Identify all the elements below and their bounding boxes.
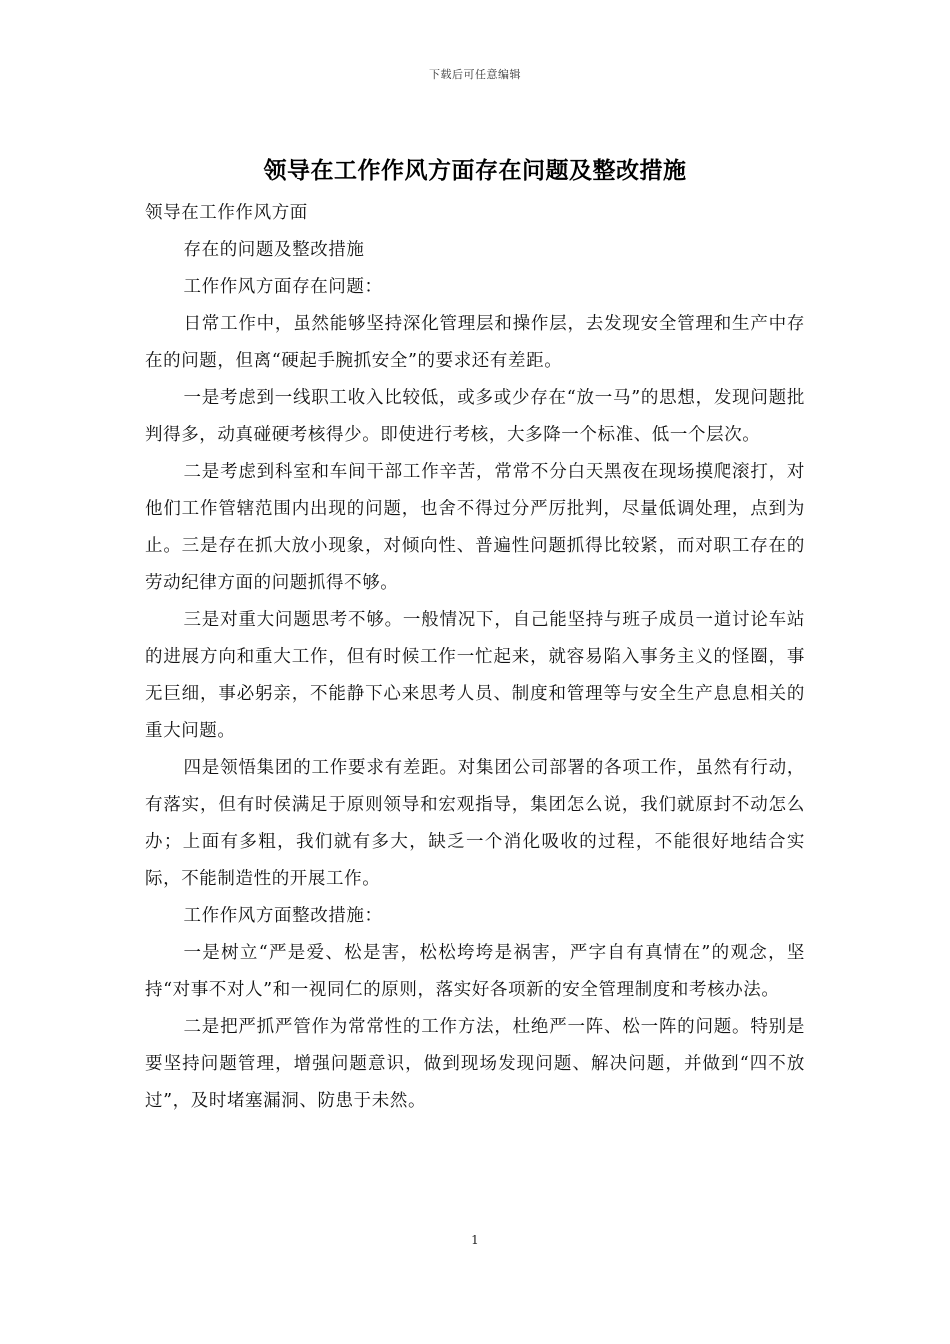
header-note: 下载后可任意编辑 [429, 68, 521, 81]
section-heading-measures: 工作作风方面整改措施： [183, 906, 383, 926]
paragraph: 三是对重大问题思考不够。一般情况下，自己能坚持与班子成员一道讨论车站的进展方向和重大工作，但有时候工作一忙起来，就容易陷入事务主义的怪圈，事无巨细，事必躬亲，不能静下心来思考人员、制度和管理等与安全生产息息相关的重大问题。 [145, 610, 805, 741]
paragraph: 领导在工作作风方面 [145, 203, 308, 223]
paragraph: 四是领悟集团的工作要求有差距。对集团公司部署的各项工作，虽然有行动，有落实，但有时侯满足于原则领导和宏观指导，集团怎么说，我们就原封不动怎么办；上面有多粗，我们就有多大，缺乏一个消化吸收的过程，不能很好地结合实际，不能制造性的开展工作。 [145, 758, 805, 889]
section-heading-problems: 工作作风方面存在问题： [183, 277, 383, 297]
document-body [145, 195, 805, 1120]
paragraph: 二是把严抓严管作为常常性的工作方法，杜绝严一阵、松一阵的问题。特别是要坚持问题管理，增强问题意识，做到现场发现问题、解决问题，并做到“四不放过”，及时堵塞漏洞、防患于未然。 [145, 1017, 805, 1111]
paragraph: 一是树立“严是爱、松是害，松松垮垮是祸害，严字自有真情在”的观念，坚持“对事不对人”和一视同仁的原则，落实好各项新的安全管理制度和考核办法。 [145, 943, 805, 1000]
paragraph: 二是考虑到科室和车间干部工作辛苦，常常不分白天黑夜在现场摸爬滚打，对他们工作管辖范围内出现的问题，也舍不得过分严厉批判，尽量低调处理，点到为止。三是存在抓大放小现象，对倾向性、普遍性问题抓得比较紧，而对职工存在的劳动纪律方面的问题抓得不够。 [145, 462, 805, 593]
document-title: 领导在工作作风方面存在问题及整改措施 [263, 157, 687, 184]
page-number: 1 [471, 1233, 479, 1247]
paragraph: 日常工作中，虽然能够坚持深化管理层和操作层，去发现安全管理和生产中存在的问题，但离“硬起手腕抓安全”的要求还有差距。 [145, 314, 805, 371]
paragraph: 一是考虑到一线职工收入比较低，或多或少存在“放一马”的思想，发现问题批判得多，动真碰硬考核得少。即使进行考核，大多降一个标准、低一个层次。 [145, 388, 805, 445]
paragraph: 存在的问题及整改措施 [183, 240, 365, 260]
